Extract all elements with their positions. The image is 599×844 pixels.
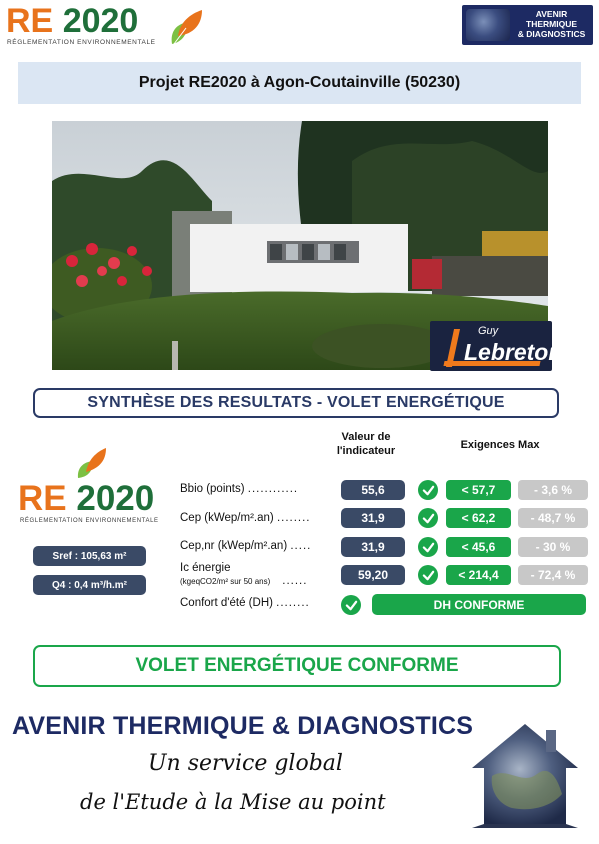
check-icon [418,480,438,500]
lebreton-logo: Guy Lebreton [430,321,552,371]
logo-year: 2020 [62,2,139,40]
check-icon [418,537,438,557]
column-header-requirements: Exigences Max [460,439,540,451]
verdict-banner: VOLET ENERGÉTIQUE CONFORME [33,645,561,687]
project-title-bar [18,62,581,104]
check-icon [418,565,438,585]
row-percent-bbio: - 3,6 % [518,480,588,500]
re2020-logo-small: RE 2020 RÉGLEMENTATION ENVIRONNEMENTALE [16,446,168,528]
row-label-bbio: Bbio (points) ............ [180,483,299,495]
row-label-ic-energie: Ic énergie (kgeqCO2/m² sur 50 ans) ...... [180,562,308,587]
row-value-bbio: 55,6 [341,480,405,500]
row-label-cepnr: Cep,nr (kWep/m².an) ..... [180,540,312,552]
leaf-icon [164,6,204,46]
dh-status-badge: DH CONFORME [372,594,586,615]
row-value-ic-energie: 59,20 [341,565,405,585]
row-percent-cep: - 48,7 % [518,508,588,528]
slogan-line-2: de l'Etude à la Mise au point [80,790,386,814]
row-requirement-bbio: < 57,7 [446,480,511,500]
house-globe-icon [466,9,510,41]
row-requirement-cep: < 62,2 [446,508,511,528]
row-requirement-cepnr: < 45,6 [446,537,511,557]
row-requirement-ic-energie: < 214,4 [446,565,511,585]
leaf-icon [74,446,120,480]
logo-re: RE [6,2,54,40]
row-percent-ic-energie: - 72,4 % [518,565,588,585]
logo-subtitle: RÉGLEMENTATION ENVIRONNEMENTALE [7,39,156,46]
company-name: AVENIR THERMIQUE & DIAGNOSTICS [12,712,474,740]
slogan-line-1: Un service global [148,751,343,776]
q4-badge: Q4 : 0,4 m³/h.m² [33,575,146,595]
synthesis-heading: SYNTHÈSE DES RESULTATS - VOLET ENERGÉTIQUE [33,388,559,418]
sref-badge: Sref : 105,63 m² [33,546,146,566]
row-value-cepnr: 31,9 [341,537,405,557]
row-label-cep: Cep (kWep/m².an) ........ [180,512,311,524]
check-icon [341,595,361,615]
project-title: Projet RE2020 à Agon-Coutainville (50230) [138,74,461,91]
re2020-logo [6,2,206,50]
column-header-value: Valeur de l'indicateur [336,431,396,457]
check-icon [418,508,438,528]
house-globe-icon [462,716,588,832]
avenir-thermique-badge: AVENIR THERMIQUE & DIAGNOSTICS [462,5,593,45]
row-value-cep: 31,9 [341,508,405,528]
row-percent-cepnr: - 30 % [518,537,588,557]
row-label-confort: Confort d'été (DH) ........ [180,597,310,609]
